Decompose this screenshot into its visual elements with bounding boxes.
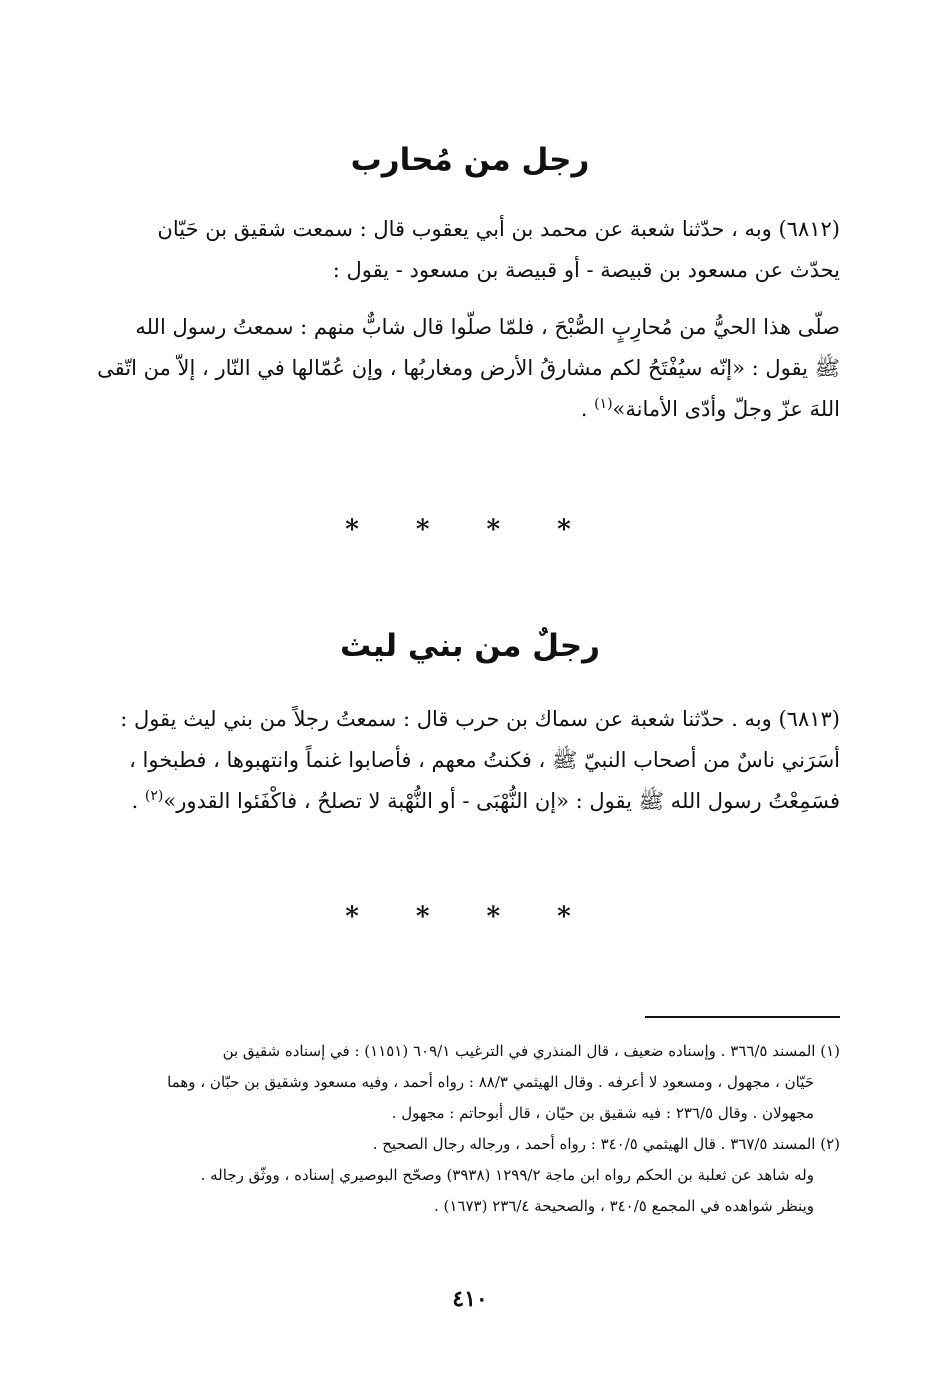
section-title-2: رجلٌ من بني ليث [339, 628, 601, 664]
footnote-1 [72, 1036, 840, 1129]
footnotes [72, 1036, 840, 1222]
footnote-line: حَيّان ، مجهول ، ومسعود لا أعرفه . وقال الهيثمي ٨٨/٣ : رواه أحمد ، وفيه مسعود وشقيق بن حبّان ، وهما [167, 1073, 814, 1091]
section-separator-1: * * * * [345, 515, 595, 545]
paragraph-line: صلّى هذا الحيُّ من مُحارِبٍ الصُّبْحَ ، فلمّا صلّوا قال شابٌّ منهم : سمعتُ رسول الله [135, 315, 840, 339]
footnote-line: وله شاهد عن ثعلبة بن الحكم رواه ابن ماجة ١٢٩٩/٢ (٣٩٣٨) وصحّح البوصيري إسناده ، ووثّق رجاله . [200, 1166, 814, 1184]
paragraph-line: (٦٨١٣) وبه . حدّثنا شعبة عن سماك بن حرب قال : سمعتُ رجلاً من بني ليث يقول : [120, 707, 840, 731]
paragraph-line-last [72, 781, 840, 822]
hadith-6813-text [72, 699, 840, 822]
footnote-line: وينظر شواهده في المجمع ٣٤٠/٥ ، والصحيحة ٢٣٦/٤ (١٦٧٣) . [433, 1197, 814, 1215]
paragraph-tail: . [580, 397, 595, 421]
paragraph-line-text: فسَمِعْتُ رسول الله ﷺ يقول : «إن النُّهْبَى - أو النُّهْبة لا تصلحُ ، فاكْفَئوا القدور» [163, 789, 840, 813]
paragraph-line: ﷺ يقول : «إنّه سيُفْتَحُ لكم مشارقُ الأرض ومغاربُها ، وإن عُمّالها في النّار ، إلاّ من اتّقى [97, 356, 840, 380]
hadith-6812-intro [72, 209, 840, 291]
paragraph-line: يحدّث عن مسعود بن قبيصة - أو قبيصة بن مسعود - يقول : [332, 258, 840, 282]
footnote-2 [72, 1129, 840, 1222]
section-separator-2: * * * * [345, 902, 595, 932]
footnote-line: مجهولان . وقال ٢٣٦/٥ : فيه شقيق بن حيّان ، قال أبوحاتم : مجهول . [391, 1104, 814, 1122]
paragraph-line: (٦٨١٢) وبه ، حدّثنا شعبة عن محمد بن أبي يعقوب قال : سمعت شقيق بن حَيّان [157, 217, 840, 241]
paragraph-line-text: اللهَ عزّ وجلّ وأدّى الأمانة» [612, 397, 840, 421]
paragraph-tail: . [131, 789, 145, 813]
paragraph-line-last [72, 389, 840, 430]
footnote-ref-2[interactable]: (٢) [144, 788, 164, 804]
footnote-ref-1[interactable]: (١) [594, 396, 613, 412]
section-title-1: رجل من مُحارب [350, 142, 590, 178]
hadith-6812-text [72, 307, 840, 430]
footnote-divider [645, 1016, 840, 1018]
page-number: ٤١٠ [452, 1286, 488, 1312]
footnote-line: (٢) المسند ٣٦٧/٥ . قال الهيثمي ٣٤٠/٥ : رواه أحمد ، ورجاله رجال الصحيح . [372, 1135, 840, 1153]
paragraph-line: أسَرَني ناسٌ من أصحاب النبيّ ﷺ ، فكنتُ معهم ، فأصابوا غنماً وانتهبوها ، فطبخوا ، [129, 748, 840, 772]
footnote-line: (١) المسند ٣٦٦/٥ . وإسناده ضعيف ، قال المنذري في الترغيب ٦٠٩/١ (١١٥١) : في إسناده شقيق بن [222, 1042, 840, 1060]
